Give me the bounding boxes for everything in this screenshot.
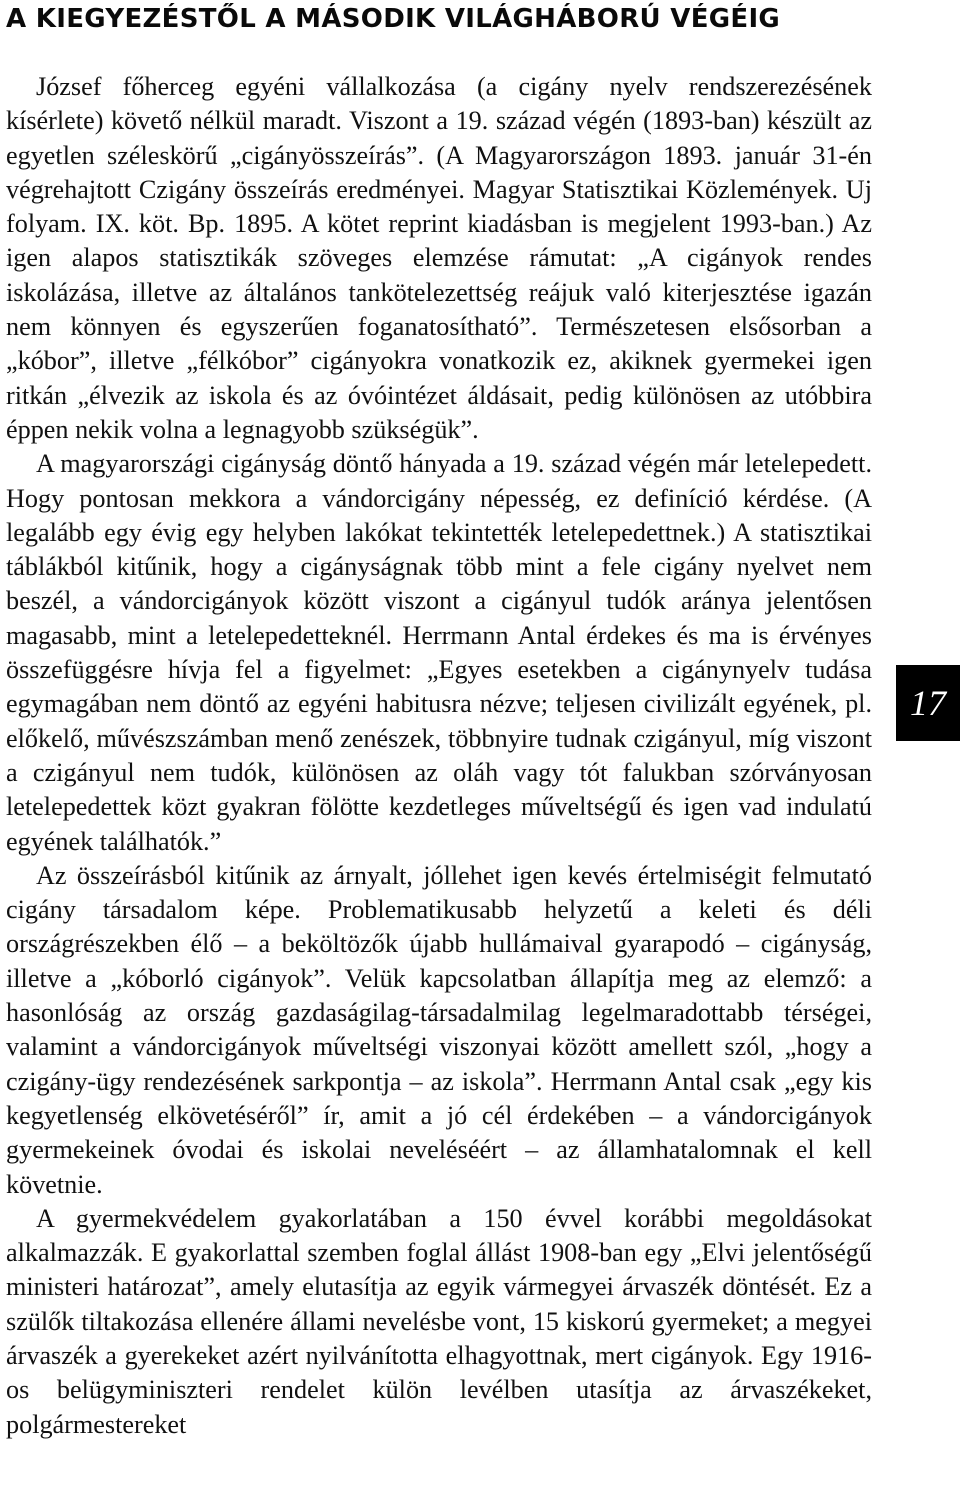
paragraph: A gyermekvédelem gyakorlatában a 150 évvel korábbi megoldásokat alkalmazzák. E gyakorlattal szemben foglal állást 1908-ban egy „Elvi jelentőségű ministeri határozat”, amely elutasítja az egyik vármegyei árvaszék döntését. Ez a szülők tiltakozása ellenére állami nevelésbe vont, 15 kiskorú gyermeket; a megyei árvaszék a gyerekeket azért nyilvánította elhagyottnak, mert cigányok. Egy 1916-os belügyminiszteri rendelet külön levélben utasítja az árvaszékeket, polgármestereket [6,1203,872,1439]
paragraph: Az összeírásból kitűnik az árnyalt, jóllehet igen kevés értelmiségit felmutató cigány társadalom képe. Problematikusabb helyzetű a keleti és déli országrészekben élő – a beköltözők újabb hullámaival gyarapodó – cigányság, illetve a „kóborló cigányok”. Velük kapcsolatban állapítja meg az elemző: a hasonlóság az ország gazdaságilag-társadalmilag legelmaradottabb térségei, valamint a vándorcigányok műveltségi viszonyai között amellett szól, „hogy a czigány-ügy rendezésének sarkpontja – az iskola”. Herrmann Antal csak „egy kis kegyetlenség elkövetéséről” ír, amit a jó cél érdekében – a vándorcigányok gyermekeinek óvodai és iskolai neveléséért – az államhatalomnak el kell követnie. [6,860,872,1199]
body-text [6,70,872,1442]
page-number: 17 [910,683,946,723]
paragraph: A magyarországi cigányság döntő hányada a 19. század végén már letelepedett. Hogy pontosan mekkora a vándorcigány népesség, ez definíció kérdése. (A legalább egy évig egy helyben lakókat tekintették letelepedettnek.) A statisztikai táblákból kitűnik, hogy a cigányságnak több mint a fele cigány nyelvet nem beszél, a vándorcigányok között viszont a cigányul tudók aránya jelentősen magasabb, mint a letelepedetteknél. Herrmann Antal érdekes és ma is érvényes összefüggésre hívja fel a figyelmet: „Egyes esetekben a cigánynyelv tudása egymagában nem döntő az egyéni habitusra nézve; teljesen civilizált egyének, pl. előkelő, művészszámban menő zenészek, többnyire tudnak czigányul, míg viszont a czigányul nem tudók, különösen az oláh vagy tót falukban szórványosan letelepedettek közt gyakran fölötte kezdetleges műveltségű és igen vad indulatú egyének találhatók.” [6,449,872,856]
chapter-title: A KIEGYEZÉSTŐL A MÁSODIK VILÁGHÁBORÚ VÉGÉIG [6,4,781,34]
paragraph: József főherceg egyéni vállalkozása (a cigány nyelv rendszerezésének kísérlete) követő nélkül maradt. Viszont a 19. század végén (1893-ban) készült az egyetlen széleskörű „cigányösszeírás”. (A Magyarországon 1893. január 31-én végrehajtott Czigány összeírás eredményei. Magyar Statisztikai Közlemények. Uj folyam. IX. köt. Bp. 1895. A kötet reprint kiadásban is megjelent 1993-ban.) Az igen alapos statisztikák szöveges elemzése rámutat: „A cigányok rendes iskolázása, illetve az általános tankötelezettség reájuk való kiterjesztése igazán nem könnyen és egyszerűen foganatosítható”. Természetesen elsősorban a „kóbor”, illetve „félkóbor” cigányokra vonatkozik ez, akiknek gyermekei igen ritkán „élvezik az iskola és az óvóintézet áldásait, pedig különösen az utóbbira éppen nekik volna a legnagyobb szükségük”. [6,72,872,444]
page-number-tab [896,665,960,741]
